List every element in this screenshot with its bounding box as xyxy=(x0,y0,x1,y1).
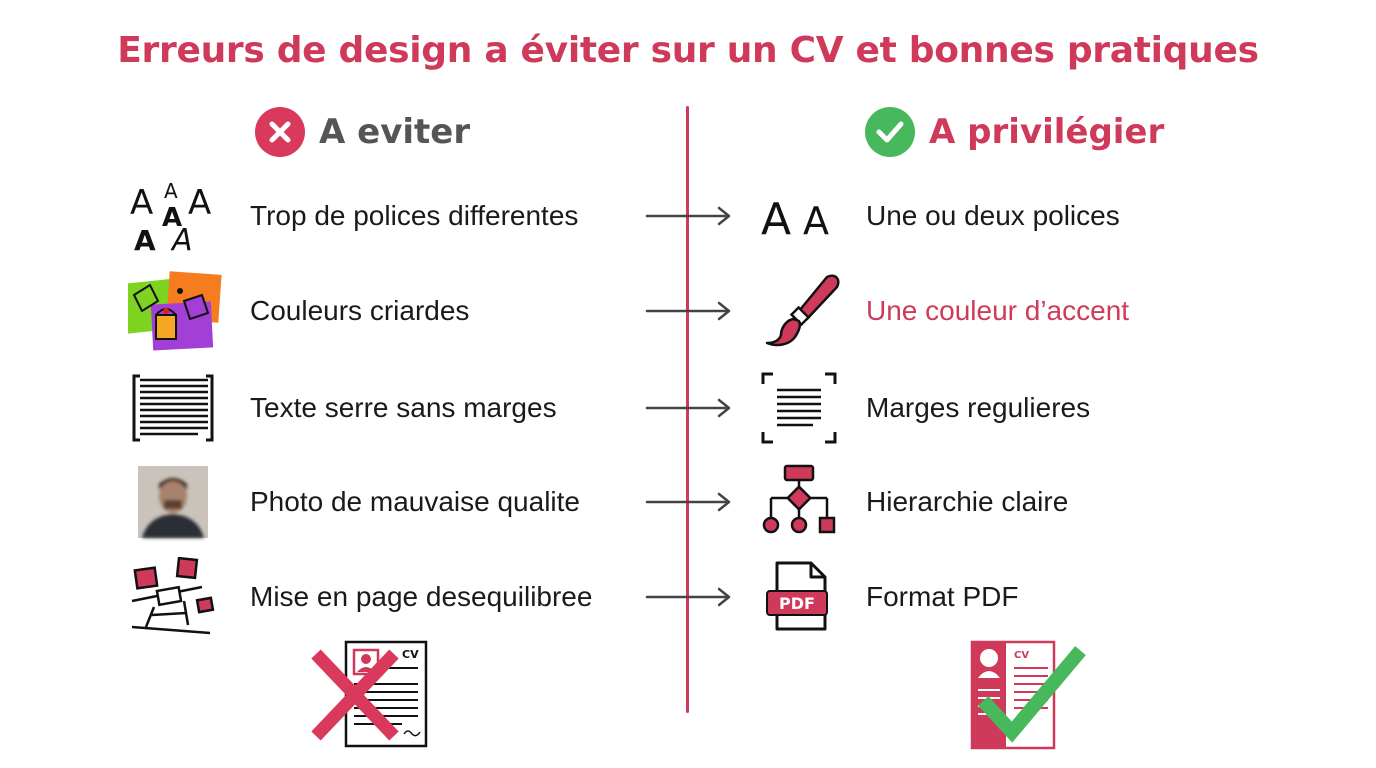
svg-text:A: A xyxy=(130,183,154,223)
unbalanced-layout-icon xyxy=(128,557,224,637)
comparison-row xyxy=(0,557,1376,637)
svg-text:A: A xyxy=(172,223,193,256)
cramped-text-icon xyxy=(128,368,224,448)
comparison-row xyxy=(0,176,1376,256)
comparison-row xyxy=(0,271,1376,351)
avoid-item-label: Texte serre sans marges xyxy=(250,392,557,423)
prefer-item-label: Marges regulieres xyxy=(866,392,1091,423)
good-cv-illustration xyxy=(968,636,1088,754)
mixed-fonts-icon xyxy=(128,176,224,256)
check-circle-icon xyxy=(865,107,915,157)
arrow-right-icon xyxy=(645,586,735,608)
page-title: Erreurs de design a éviter sur un CV et bonnes pratiques xyxy=(117,30,1259,71)
cv-label: CV xyxy=(402,648,419,661)
prefer-item-label: Une ou deux polices xyxy=(866,200,1120,231)
blurry-photo-icon xyxy=(128,462,224,542)
svg-text:A: A xyxy=(134,224,156,256)
avoid-item-label: Photo de mauvaise qualite xyxy=(250,486,580,517)
two-fonts-icon xyxy=(755,176,845,256)
avoid-item-label: Couleurs criardes xyxy=(250,295,470,326)
prefer-header xyxy=(865,106,1164,158)
arrow-right-icon xyxy=(645,397,735,419)
pdf-file-icon xyxy=(755,557,845,637)
margins-text-icon xyxy=(755,368,845,448)
svg-text:A: A xyxy=(803,199,829,243)
avoid-header xyxy=(255,106,470,158)
bad-cv-illustration xyxy=(306,636,436,754)
svg-text:A: A xyxy=(188,183,212,223)
prefer-item-label: Une couleur d’accent xyxy=(866,295,1130,326)
arrow-right-icon xyxy=(645,205,735,227)
svg-text:A: A xyxy=(164,179,178,203)
prefer-item-label: Format PDF xyxy=(866,581,1019,612)
comparison-row xyxy=(0,368,1376,448)
avoid-header-label: A eviter xyxy=(319,112,471,152)
comparison-row xyxy=(0,462,1376,542)
paintbrush-icon xyxy=(755,271,845,351)
x-circle-icon xyxy=(255,107,305,157)
svg-text:A: A xyxy=(162,203,183,233)
prefer-item-label: Hierarchie claire xyxy=(866,486,1069,517)
hierarchy-icon xyxy=(755,462,845,542)
paint-buckets-icon xyxy=(128,271,224,351)
avoid-item-label: Mise en page desequilibree xyxy=(250,581,593,612)
svg-text:A: A xyxy=(761,194,792,245)
pdf-label: PDF xyxy=(779,594,815,613)
prefer-header-label: A privilégier xyxy=(929,112,1165,152)
arrow-right-icon xyxy=(645,300,735,322)
cv-label: CV xyxy=(1014,650,1030,661)
avoid-item-label: Trop de polices differentes xyxy=(250,200,579,231)
arrow-right-icon xyxy=(645,491,735,513)
